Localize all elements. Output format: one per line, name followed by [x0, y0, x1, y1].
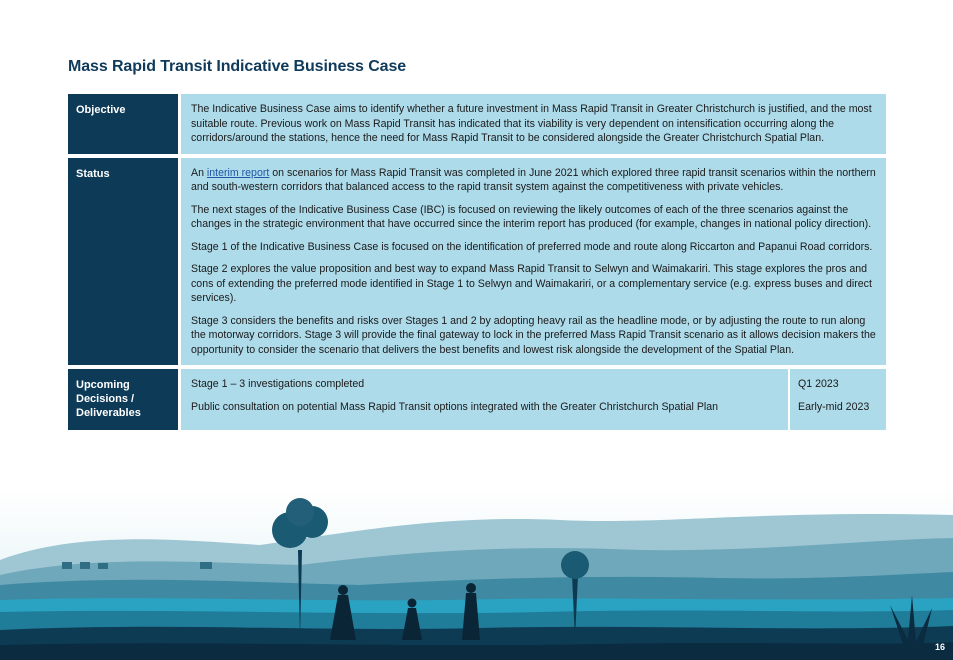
deliverable-date: Q1 2023: [798, 378, 839, 390]
status-content: [181, 158, 886, 366]
status-label: Status: [68, 158, 178, 366]
deliverables-dates: [790, 369, 886, 430]
objective-text: The Indicative Business Case aims to identify whether a future investment in Mass Rapid Transit in Greater Christchurch is justified, and the most suitable route. Previous work on Mass Rapid Transit has indicated that its viability is very dependent on intensification occurring along the corridors/around the stations, hence the need for Mass Rapid Transit to be considered alongside the Greater Christchurch Spatial Plan.: [191, 103, 872, 144]
status-paragraph: Stage 2 explores the value proposition and best way to expand Mass Rapid Transit to Selwyn and Waimakariri. This stage explores the pros and cons of extending the preferred mode identified in Stage 1 to Selwyn and Waimakariri, or a complementary service (e.g. express buses and direct services).: [191, 263, 872, 304]
business-case-table: [68, 94, 886, 434]
page-number: 16: [934, 642, 945, 652]
deliverables: [181, 369, 886, 430]
upcoming-label: Upcoming Decisions / Deliverables: [68, 369, 178, 430]
deliverable-item: Public consultation on potential Mass Rapid Transit options integrated with the Greater Christchurch Spatial Plan: [191, 400, 719, 413]
page-title: Mass Rapid Transit Indicative Business Case: [68, 58, 407, 75]
landscape-illustration: [0, 490, 953, 660]
objective-content: [181, 94, 886, 154]
deliverable-item: Stage 1 – 3 investigations completed: [191, 378, 365, 390]
objective-row: [68, 94, 886, 154]
status-paragraph: Stage 1 of the Indicative Business Case is focused on the identification of preferred mode and route along Riccarton and Papanui Road corridors.: [191, 240, 873, 253]
status-paragraph: Stage 3 considers the benefits and risks over Stages 1 and 2 by adopting heavy rail as the headline mode, or by adjusting the route to run along the motorway corridors. Stage 3 will provide the final gateway to lock in the preferred Mass Rapid Transit scenario as it allows decision makers the opportunity to consider the scenario that delivers the best benefits and lowest risk alongside the development of the Spatial Plan.: [191, 314, 876, 356]
status-intro-suffix: on scenarios for Mass Rapid Transit was completed in June 2021 which explored three rapid transit scenarios within the northern and south-western corridors that balanced access to the rapid transit system against the competitiveness with private vehicles.: [191, 166, 876, 193]
objective-label: Objective: [68, 94, 178, 154]
upcoming-row: [68, 369, 886, 430]
status-row: [68, 158, 886, 366]
status-paragraph: The next stages of the Indicative Business Case (IBC) is focused on reviewing the likely outcomes of each of the three scenarios against the changes in the strategic environment that have occurred since the interim report has produced (for example, changes in national policy direction).: [191, 203, 872, 230]
interim-report-link[interactable]: interim report: [206, 166, 270, 179]
status-intro: [191, 166, 876, 195]
deliverables-items: [181, 369, 788, 430]
deliverable-date: Early-mid 2023: [798, 400, 870, 413]
status-intro-prefix: An: [191, 166, 207, 179]
